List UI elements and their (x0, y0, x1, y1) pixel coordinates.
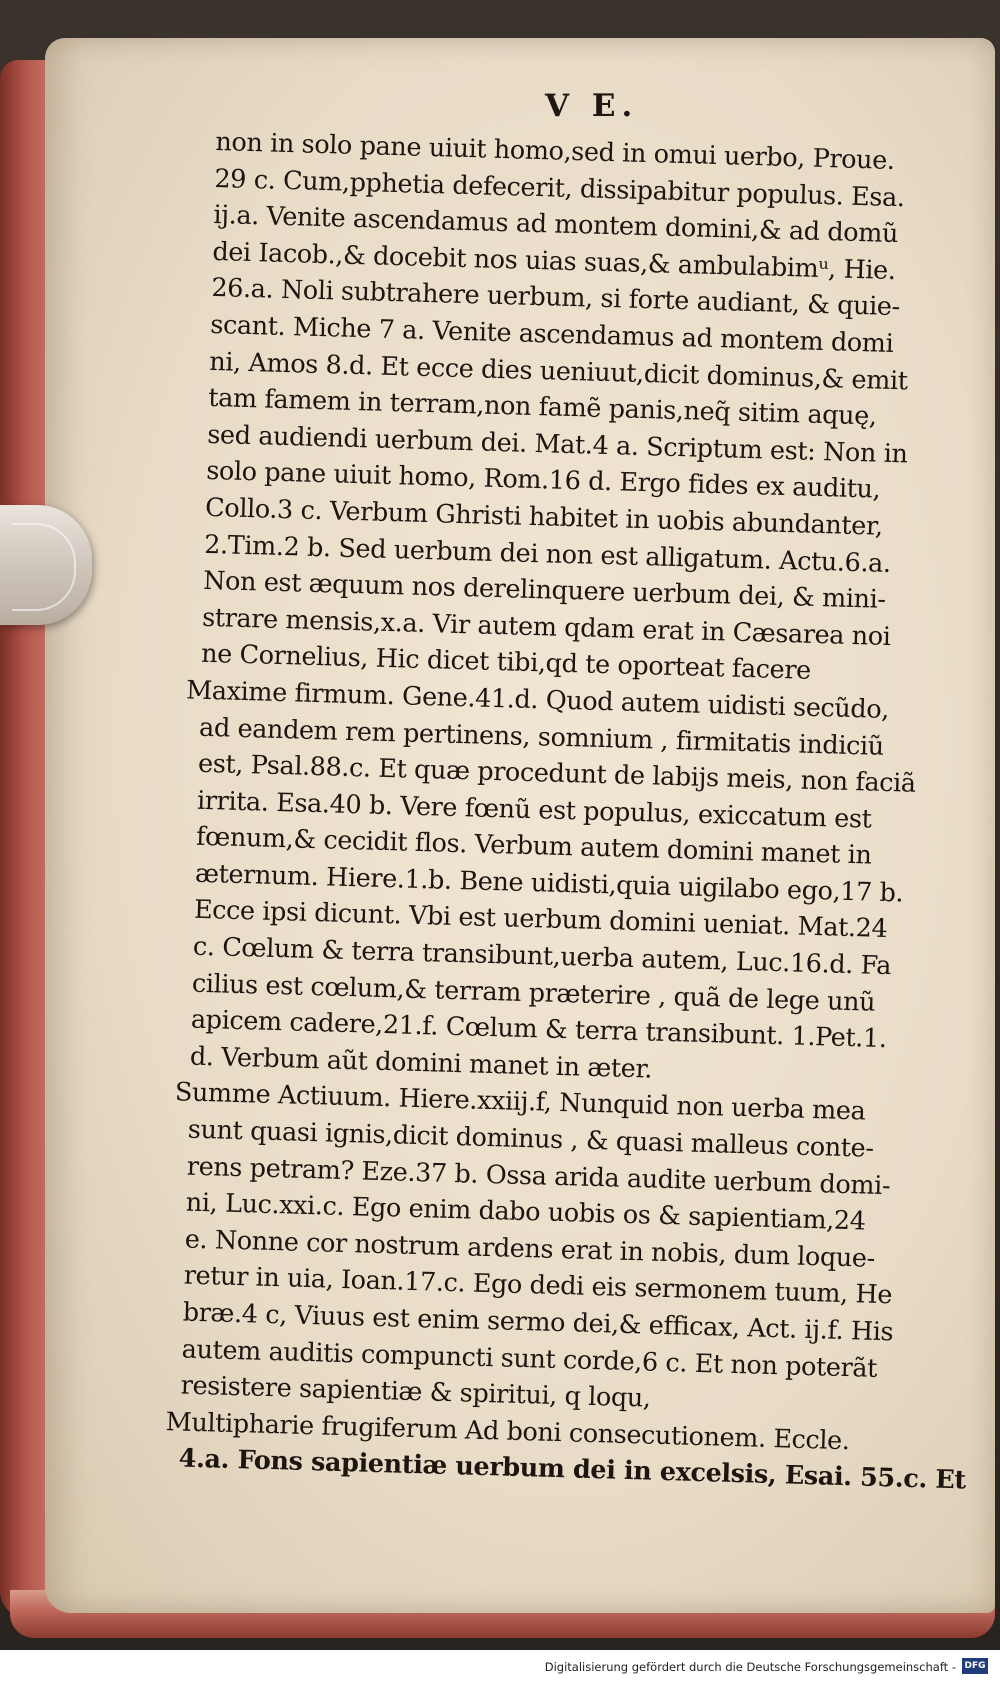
text-line: tam famem in terram,non famẽ panis,neq̃ sitim aquę, (207, 383, 877, 432)
footer-credit: Digitalisierung gefördert durch die Deutsche Forschungsgemeinschaft - (544, 1660, 956, 1674)
text-line: æternum. Hiere.1.b. Bene uidisti,quia uigilabo ego,17 b. (194, 858, 904, 909)
text-line: sed audiendi uerbum dei. Mat.4 a. Scriptum est: Non in (206, 419, 908, 470)
text-line: d. Verbum aũt domini manet in æter. (189, 1041, 653, 1085)
text-line: 2.Tim.2 b. Sed uerbum dei non est alligatum. Actu.6.a. (203, 529, 892, 579)
text-line: fœnum,& cecidit flos. Verbum autem domini manet in (195, 822, 872, 871)
text-line: 26.a. Noli subtrahere uerbum, si forte audiant, & quie- (210, 273, 901, 323)
text-line: 29 c. Cum,pphetia defecerit, dissipabitur populus. Esa. (214, 163, 905, 213)
section-heading-line: Multipharie frugiferum Ad boni consecutionem. Eccle. (165, 1406, 850, 1456)
text-line: retur in uia, Ioan.17.c. Ego dedi eis sermonem tuum, He (183, 1260, 893, 1311)
page-text-block (165, 124, 967, 1498)
text-line: resistere sapientiæ & spiritui, q loqu, (180, 1370, 652, 1414)
text-line: rens petram? Eze.37 b. Ossa arida audite uerbum domi- (186, 1151, 891, 1201)
text-line: c. Cœlum & terra transibunt,uerba autem, Luc.16.d. Fa (192, 931, 892, 982)
text-line: strare mensis,x.a. Vir autem qdam erat in Cæsarea noi (201, 602, 891, 652)
running-head: V E. (545, 88, 639, 124)
text-line: irrita. Esa.40 b. Vere fœnũ est populus, exiccatum est (196, 785, 872, 835)
text-line: autem auditis compuncti sunt corde,6 c. Et non poterãt (181, 1334, 878, 1384)
text-line: cilius est cœlum,& terram præterire , quã de lege unũ (191, 968, 876, 1018)
section-heading-line: Summe Actiuum. Hiere.xxiij.f, Nunquid non uerba mea (174, 1077, 866, 1127)
text-line: Ecce ipsi dicunt. Vbi est uerbum domini ueniat. Mat.24 (193, 895, 888, 945)
text-line: Non est æquum nos derelinquere uerbum dei, & mini- (202, 565, 887, 616)
text-line: solo pane uiuit homo, Rom.16 d. Ergo fides ex auditu, (205, 456, 881, 506)
text-line: ni, Luc.xxi.c. Ego enim dabo uobis os & sapientiam,24 (185, 1187, 866, 1237)
text-line: ne Cornelius, Hic dicet tibi,qd te oporteat facere (200, 639, 812, 687)
text-line: est, Psal.88.c. Et quæ procedunt de labijs meis, non faciã (197, 748, 917, 799)
text-line: bræ.4 c, Viuus est enim sermo dei,& efficax, Act. ij.f. His (182, 1297, 894, 1348)
text-line: dei Iacob.,& docebit nos uias suas,& ambulabimᵘ, Hie. (212, 236, 896, 286)
text-line: non in solo pane uiuit homo,sed in omui uerbo, Proue. (215, 126, 895, 176)
text-line: 4.a. Fons sapientiæ uerbum dei in excelsis, Esai. 55.c. Et (178, 1443, 967, 1496)
text-line: scant. Miche 7 a. Venite ascendamus ad montem domi (209, 309, 894, 359)
text-line: Collo.3 c. Verbum Ghristi habitet in uobis abundanter, (204, 492, 884, 542)
text-line: ad eandem rem pertinens, somnium , firmitatis indiciũ (198, 712, 885, 762)
text-line: ij.a. Venite ascendamus ad montem domini,& ad domũ (213, 200, 899, 250)
dfg-logo: DFG (962, 1658, 988, 1674)
section-heading-line: Maxime firmum. Gene.41.d. Quod autem uidisti secũdo, (185, 675, 890, 725)
text-line: apicem cadere,21.f. Cœlum & terra transibunt. 1.Pet.1. (190, 1004, 887, 1055)
text-line: e. Nonne cor nostrum ardens erat in nobis, dum loque- (184, 1224, 876, 1274)
text-line: ni, Amos 8.d. Et ecce dies ueniuut,dicit dominus,& emit (208, 346, 908, 396)
text-line: sunt quasi ignis,dicit dominus , & quasi malleus conte- (187, 1114, 874, 1164)
